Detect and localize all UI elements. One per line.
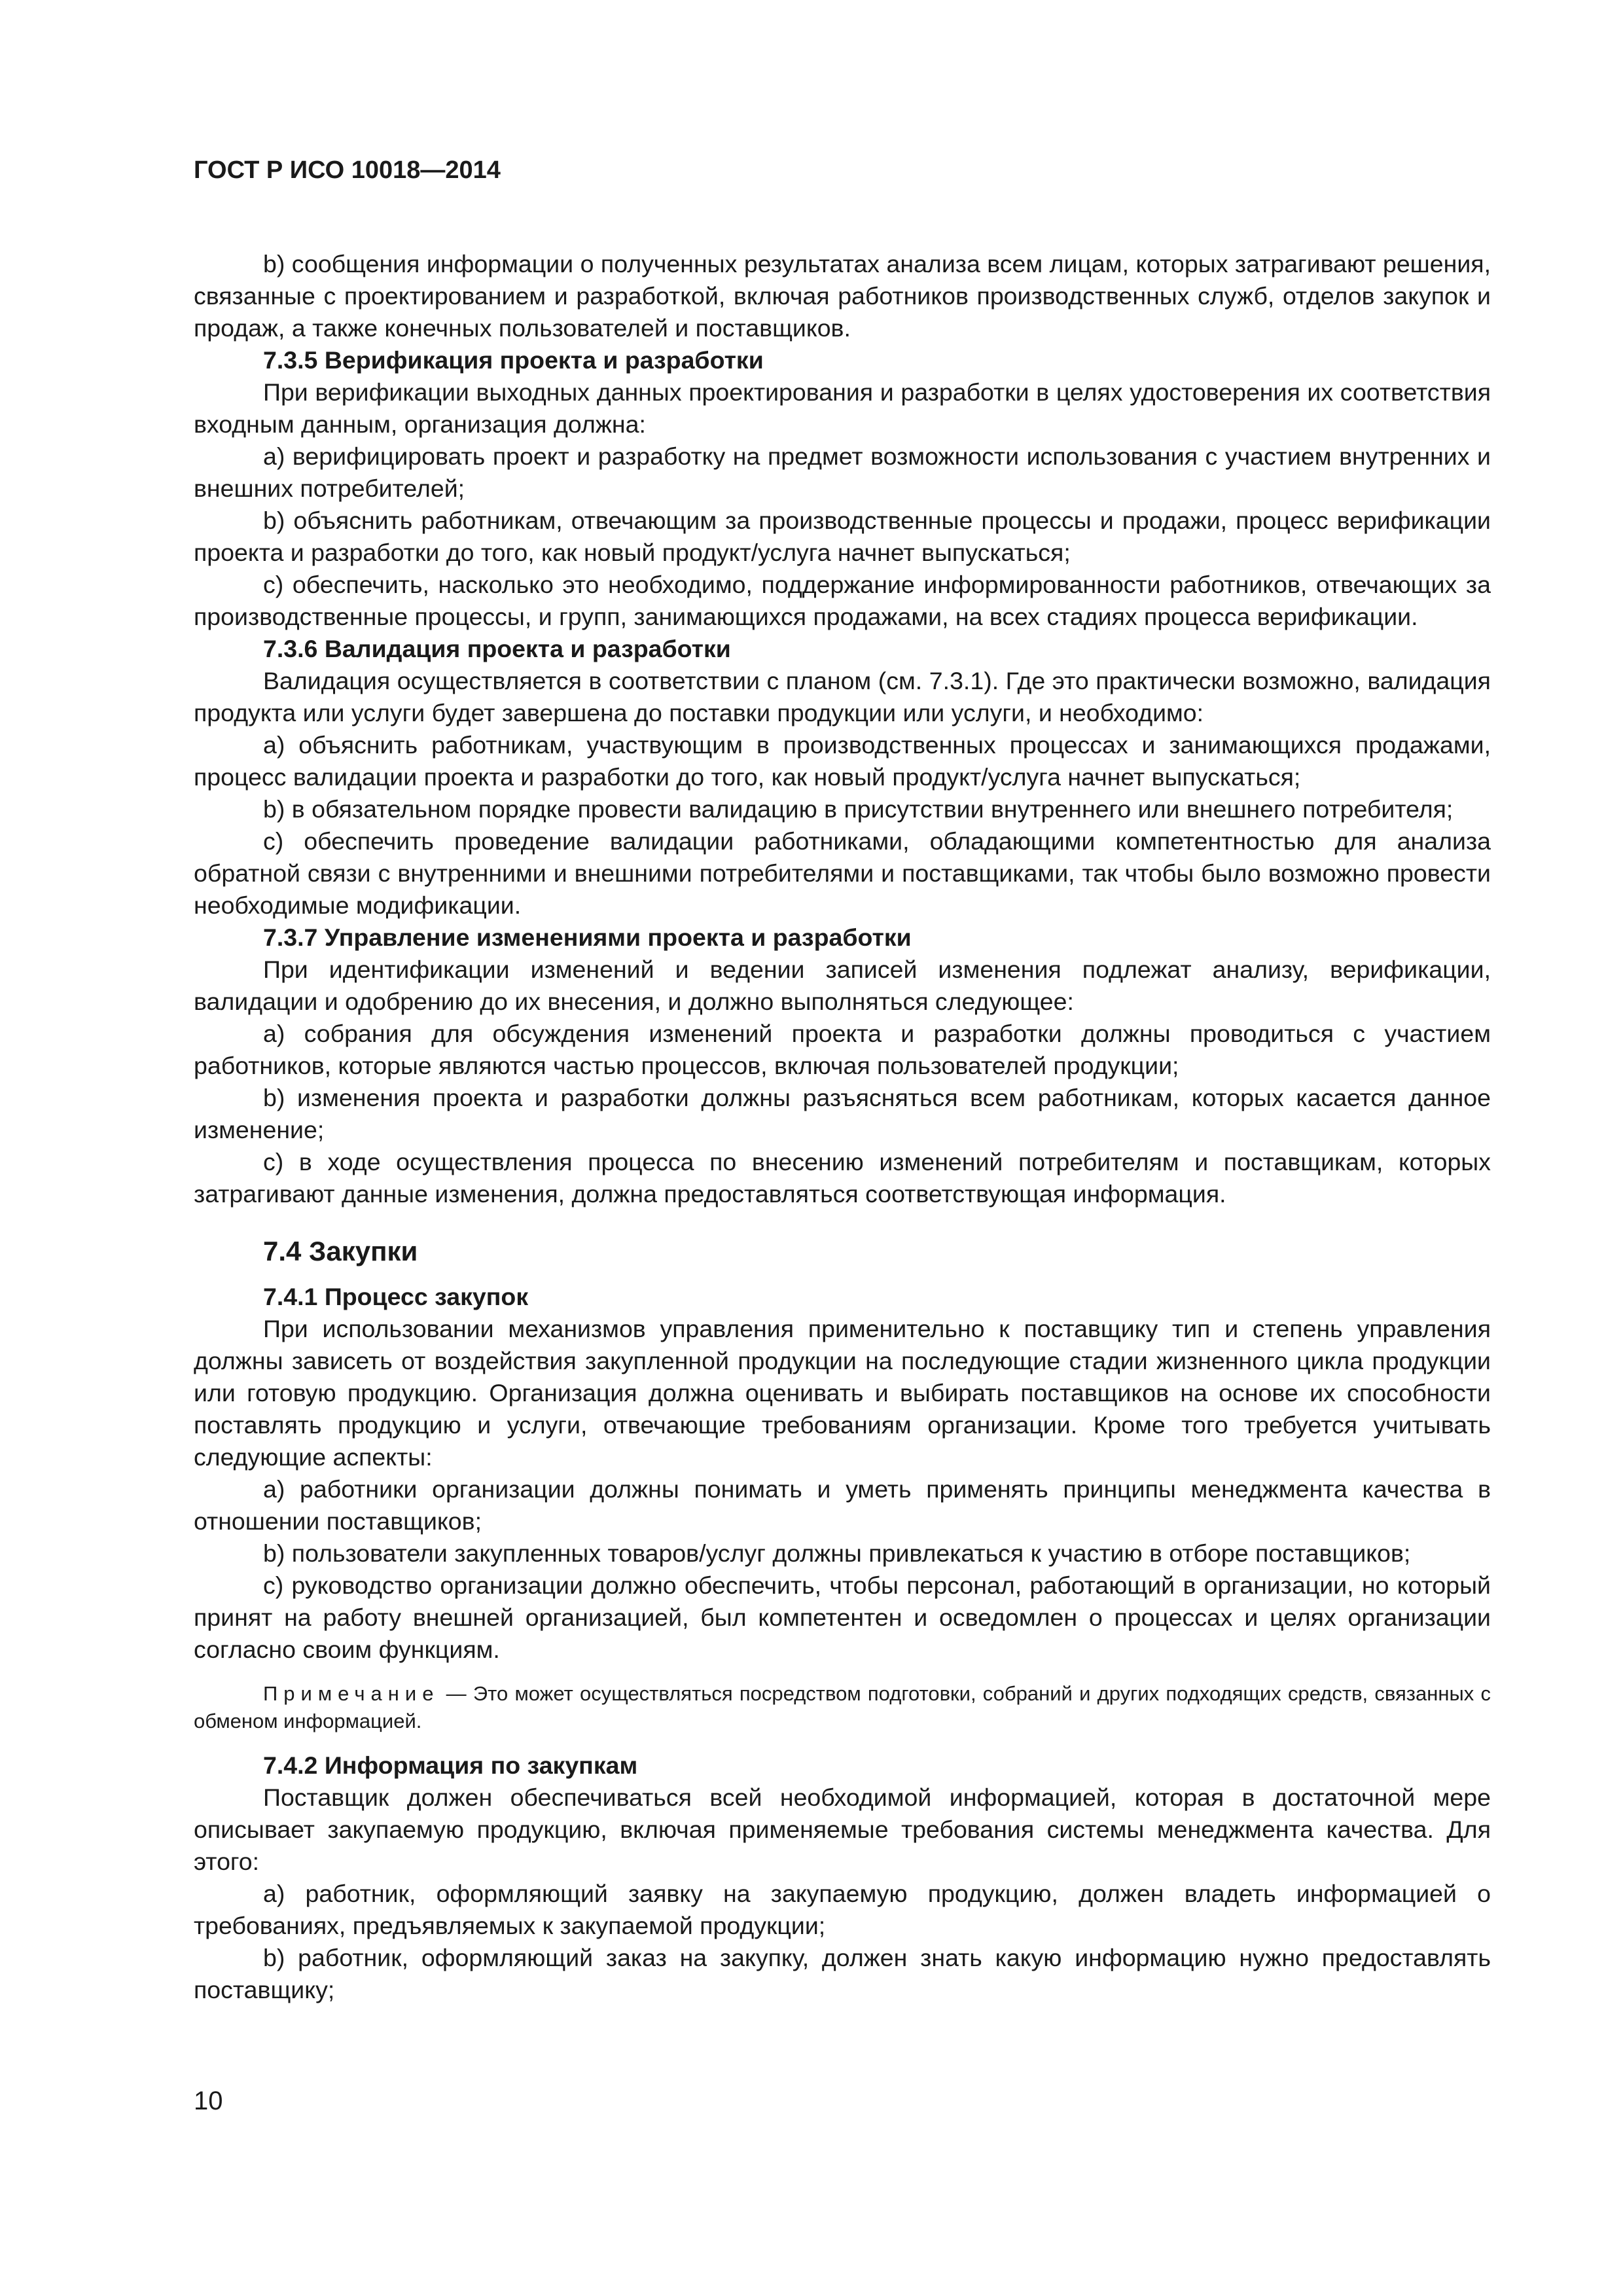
list-item-7-4-1-b: b) пользователи закупленных товаров/услуг должны привлекаться к участию в отборе поставщиков; — [263, 1539, 1411, 1567]
heading-7-4-1: 7.4.1 Процесс закупок — [263, 1283, 529, 1310]
paragraph-7-3-6-intro: Валидация осуществляется в соответствии с планом (см. 7.3.1). Где это практически возможно, валидация продукта или услуги будет завершена до поставки продукции или услуги, и необходимо: — [194, 667, 1491, 726]
paragraph-7-4-2-intro: Поставщик должен обеспечиваться всей необходимой информацией, которая в достаточной мере описывает закупаемую продукцию, включая применяемые требования системы менеджмента качества. Для этого: — [194, 1784, 1491, 1875]
heading-7-3-6: 7.3.6 Валидация проекта и разработки — [263, 635, 731, 662]
heading-7-3-5: 7.3.5 Верификация проекта и разработки — [263, 346, 764, 374]
standard-code-header: ГОСТ Р ИСО 10018—2014 — [194, 156, 501, 184]
paragraph-7-3-5-intro: При верификации выходных данных проектирования и разработки в целях удостоверения их соответствия входным данным, организация должна: — [194, 378, 1491, 438]
list-item-7-4-2-b: b) работник, оформляющий заказ на закупку, должен знать какую информацию нужно предоставлять поставщику; — [194, 1944, 1491, 2003]
list-item-7-3-7-a: а) собрания для обсуждения изменений проекта и разработки должны проводиться с участием работников, которые являются частью процессов, включая пользователей продукции; — [194, 1020, 1491, 1079]
document-page — [194, 0, 1491, 2296]
list-item-7-3-6-b: b) в обязательном порядке провести валидацию в присутствии внутреннего или внешнего потребителя; — [263, 795, 1454, 823]
list-item-7-3-7-c: c) в ходе осуществления процесса по внесению изменений потребителям и поставщикам, которых затрагивают данные изменения, должна предоставляться соответствующая информация. — [194, 1148, 1491, 1208]
list-item-7-4-1-c: c) руководство организации должно обеспечить, чтобы персонал, работающий в организации, но который принят на работу внешней организацией, был компетентен и осведомлен о процессах и целях организации согласно своим функциям. — [194, 1571, 1491, 1663]
heading-7-3-7: 7.3.7 Управление изменениями проекта и разработки — [263, 924, 912, 951]
note-label: Примечание — [263, 1682, 440, 1705]
list-item-7-4-2-a: а) работник, оформляющий заявку на закупаемую продукцию, должен владеть информацией о требованиях, предъявляемых к закупаемой продукции; — [194, 1880, 1491, 1939]
page-number: 10 — [194, 2087, 223, 2115]
heading-7-4: 7.4 Закупки — [263, 1236, 418, 1266]
note-text: — Это может осуществляться посредством подготовки, собраний и других подходящих средств, связанных с обменом информацией. — [194, 1682, 1491, 1732]
list-item-7-3-6-a: а) объяснить работникам, участвующим в производственных процессах и занимающихся продажами, процесс валидации проекта и разработки до того, как новый продукт/услуга начнет выпускаться; — [194, 731, 1491, 791]
document-body — [194, 248, 1491, 2006]
heading-7-4-2: 7.4.2 Информация по закупкам — [263, 1751, 638, 1779]
list-item-7-3-5-b: b) объяснить работникам, отвечающим за производственные процессы и продажи, процесс верификации проекта и разработки до того, как новый продукт/услуга начнет выпускаться; — [194, 507, 1491, 566]
list-item-7-3-5-a: а) верифицировать проект и разработку на предмет возможности использования с участием внутренних и внешних потребителей; — [194, 442, 1491, 502]
list-item-7-3-5-c: c) обеспечить, насколько это необходимо, поддержание информированности работников, отвечающих за производственные процессы, и групп, занимающихся продажами, на всех стадиях процесса верификации. — [194, 571, 1491, 630]
paragraph-7-4-1-intro: При использовании механизмов управления применительно к поставщику тип и степень управления должны зависеть от воздействия закупленной продукции на последующие стадии жизненного цикла продукции или готовую продукцию. Организация должна оценивать и выбирать поставщиков на основе их способности поставлять продукцию и услуги, отвечающие требованиям организации. Кроме того требуется учитывать следующие аспекты: — [194, 1315, 1491, 1471]
paragraph-7-3-4-b: b) сообщения информации о полученных результатах анализа всем лицам, которых затрагивают решения, связанные с проектированием и разработкой, включая работников производственных служб, отделов закупок и продаж, а также конечных пользователей и поставщиков. — [194, 250, 1491, 342]
list-item-7-4-1-a: а) работники организации должны понимать и уметь применять принципы менеджмента качества в отношении поставщиков; — [194, 1475, 1491, 1535]
list-item-7-3-6-c: c) обеспечить проведение валидации работниками, обладающими компетентностью для анализа обратной связи с внутренними и внешними потребителями и поставщиками, так чтобы было возможно провести необходимые модификации. — [194, 827, 1491, 919]
note — [194, 1680, 1491, 1735]
list-item-7-3-7-b: b) изменения проекта и разработки должны разъясняться всем работникам, которых касается данное изменение; — [194, 1084, 1491, 1143]
paragraph-7-3-7-intro: При идентификации изменений и ведении записей изменения подлежат анализу, верификации, валидации и одобрению до их внесения, и должно выполняться следующее: — [194, 956, 1491, 1015]
